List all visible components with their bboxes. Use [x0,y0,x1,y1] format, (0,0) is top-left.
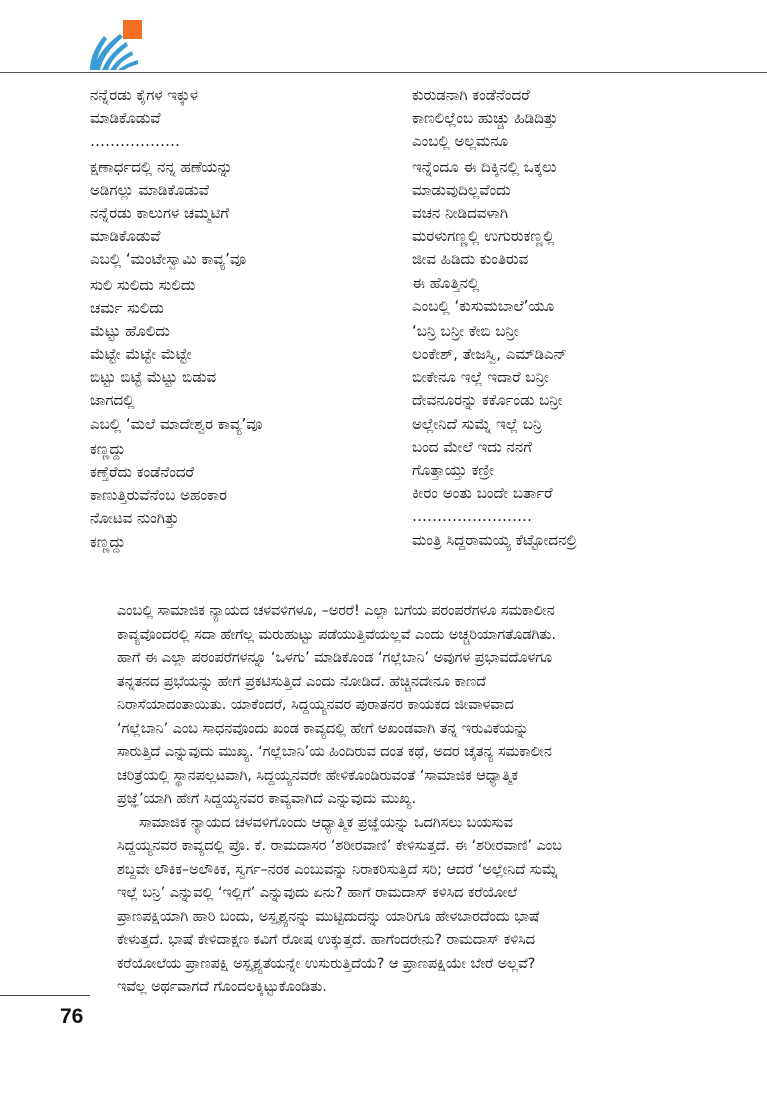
poem-line: ನೋಟವ ನುಂಗಿತ್ತು [90,509,179,528]
poem-line: ಈ ಹೊತ್ತಿನಲ್ಲಿ [412,273,480,292]
poem-line: ಎಂಬಲ್ಲಿ ‘ಕುಸುಮಬಾಲೆ’ಯೂ [412,296,555,315]
poem-line: ಬೀಕೇನೂ ಇಲ್ಲೆ ಇದಾರೆ ಬನ್ರೀ [412,368,549,387]
prose-line: ಚರಿತ್ರೆಯಲ್ಲಿ ಸ್ಥಾನಪಲ್ಲಟವಾಗಿ, ಸಿದ್ದಯ್ಯನವರೇ ಹೇಳಿಕೊಂಡಿರುವಂತೆ ‘ಸಾಮಾಜಿಕ ಆಧ್ಯಾತ್ಮಿಕ [117,767,518,784]
poem-line: ಕಾಣುತ್ತಿರುವೆನೆಂಬ ಅಹಂಕಾರ [90,486,228,505]
prose-line: ‘ಗಲ್ಲೆಬಾನಿ’ ಎಂಬ ಸಾಧನವೊಂದು ಖಂಡ ಕಾವ್ಯದಲ್ಲಿ ಹೇಗೆ ಅಖಂಡವಾಗಿ ತನ್ನ ಇರುವಿಕೆಯನ್ನು [117,720,529,737]
poem-line: ಬಿಟ್ಟು ಬಿಟ್ಟೆ ಮೆಟ್ಟು ಬಿಡುವ [90,368,217,387]
poem-line: ಜಾಗದಲ್ಲಿ [90,391,135,410]
poem-line: ಕಣ್ತೆರೆದು ಕಂಡೆನೆಂದರೆ [90,463,195,481]
poem-line: ಮೆಟ್ಟೇ ಮೆಟ್ಟೇ ಮೆಟ್ಟೇ [90,345,192,364]
page-number: 76 [60,1005,84,1028]
prose-line: ತನ್ನತನದ ಪ್ರಭೆಯನ್ನು ಹೇಗೆ ಪ್ರಕಟಿಸುತ್ತಿದೆ ಎಂದು ನೋಡಿದೆ. ಹೆಚ್ಚಿನದೇನೂ ಕಾಣದೆ [117,673,486,690]
poem-line: ನನ್ನೆರಡು ಕಾಲುಗಳ ಚಮ್ಮಟಿಗೆ [90,203,229,222]
poem-line: ಇನ್ನೆಂದೂ ಈ ದಿಕ್ಕಿನಲ್ಲಿ ಒಕ್ಕಲು [412,157,557,176]
prose-line: ಪ್ರಜ್ಞೆ’ಯಾಗಿ ಹೇಗೆ ಸಿದ್ದಯ್ಯನವರ ಕಾವ್ಯವಾಗಿದೆ ಎನ್ನುವುದು ಮುಖ್ಯ. [117,791,417,807]
poem-line: ಚರ್ಮ ಸುಲಿದು [90,298,164,317]
poem-line: ಮೆಟ್ಟು ಹೊಲಿದು [90,321,170,340]
poem-line: ಮಾಡಿಕೊಡುವೆ [90,109,161,128]
prose-line: ಕಾವ್ಯವೊಂದರಲ್ಲಿ ಸದಾ ಹೇಗೆಲ್ಲ ಮರುಹುಟ್ಟು ಪಡೆಯುತ್ತಿವೆಯಲ್ಲವೆ ಎಂದು ಅಚ್ಚರಿಯಾಗತೊಡಗಿತು. [117,626,556,643]
poem-line: ಅಡಿಗಲ್ಲು ಮಾಡಿಕೊಡುವೆ [90,180,209,199]
poem-column-right [412,84,577,552]
poem-line: ಮಂತ್ರಿ ಸಿದ್ದರಾಮಯ್ಯ ಕೆಟ್ಟೋದನಲ್ರಿ [412,530,577,549]
poem-line: …………………… [412,507,532,526]
header-rule [0,72,767,73]
poem-line: ಕಣ್ಣದ್ದು [90,439,126,458]
prose-line: ಪ್ರಾಣಪಕ್ಷಿಯಾಗಿ ಹಾರಿ ಬಂದು, ಅಸ್ಪೃಶ್ಯನನ್ನು ಮುಟ್ಟಿದುದನ್ನು ಯಾರಿಗೂ ಹೇಳಬಾರದೆಂದು ಭಾಷೆ [117,908,540,925]
poem-line: ದೇವನೂರನ್ನು ಕರ್ಕೊಂಡು ಬನ್ರೀ [412,391,563,410]
prose-line: ನಿರಾಸೆಯಾದಂತಾಯಿತು. ಯಾಕೆಂದರೆ, ಸಿದ್ದಯ್ಯನವರ ಪುರಾತನರ ಕಾಯಕದ ಜೀವಾಳವಾದ [117,697,514,713]
poem-line: ಎಬಲ್ಲಿ ‘ಮಲೆ ಮಾದೇಶ್ವರ ಕಾವ್ಯ’ವೂ [90,414,263,433]
poem-line: ವಚನ ನೀಡಿದವಳಾಗಿ [412,203,509,222]
poem-line: ಜೀವ ಹಿಡಿದು ಕುಂತಿರುವ [412,250,529,269]
prose-line: ಕರೆಯೋಲೆಯ ಪ್ರಾಣಪಕ್ಷಿ ಅಸ್ಪೃಶ್ಯತೆಯನ್ನೇ ಉಸುರುತ್ತಿದೆಯೆ? ಆ ಪ್ರಾಣಪಕ್ಷಿಯೇ ಬೇರೆ ಅಲ್ಲವೆ? [117,955,536,972]
poem-line: ಬಂದ ಮೇಲೆ ಇದು ನನಗೆ [412,437,532,456]
poem-line: ……………… [90,132,180,151]
prose-line: ಹಾಗೆ ಈ ಎಲ್ಲಾ ಪರಂಪರೆಗಳನ್ನೂ ‘ಒಳಗು’ ಮಾಡಿಕೊಂಡ ‘ಗಲ್ಲೆಬಾನಿ’ ಅವುಗಳ ಪ್ರಭಾವದೊಳಗೂ [117,650,553,666]
poem-line: ಕುರುಡನಾಗಿ ಕಂಡೆನೆಂದರೆ [412,86,530,104]
poem-line: ಕೀರಂ ಅಂತು ಬಂದೇ ಬರ್ತಾರೆ [412,484,553,503]
poem-line: ಲಂಕೇಶ್, ತೇಜಸ್ವಿ, ಎಮ್‌ಡಿಎನ್ [412,345,567,364]
prose-line: ಕೇಳುತ್ತದೆ. ಭಾಷೆ ಕೇಳಿದಾಕ್ಷಣ ಕವಿಗೆ ರೋಷ ಉಕ್ಕುತ್ತದೆ. ಹಾಗೆಂದರೇನು? ರಾಮದಾಸ್ ಕಳಿಸಿದ [117,932,535,948]
poem-line: ಎಬಲ್ಲಿ ‘ಮಂಟೇಸ್ವಾಮಿ ಕಾವ್ಯ’ವೂ [90,250,247,269]
poem-line: ಸುಲಿ ಸುಲಿದು ಸುಲಿದು [90,275,196,294]
poem-line: ಮಾಡಿಕೊಡುವೆ [90,227,161,246]
prose-line: ಎಂಬಲ್ಲಿ ಸಾಮಾಜಿಕ ನ್ಯಾಯದ ಚಳವಳಿಗಳೂ, –ಅರರೆ! ಎಲ್ಲಾ ಬಗೆಯ ಪರಂಪರೆಗಳೂ ಸಮಕಾಲೀನ [117,603,555,619]
poem-line: ಕ್ಷಣಾರ್ಧದಲ್ಲಿ ನನ್ನ ಹಣೆಯನ್ನು [90,157,233,176]
poem-line: ಗೊತ್ತಾಯ್ತು ಕಣ್ರೀ [412,461,495,479]
poem-line: ‘ಬನ್ರಿ ಬನ್ರೀ ಕೇಬಿ ಬನ್ರೀ [412,321,519,340]
prose-paragraphs [117,600,737,1000]
poem-line: ನನ್ನೆರಡು ಕೈಗಳ ಇಕ್ಕುಳ [90,86,199,104]
prose-line: ಸಾರುತ್ತಿದೆ ಎನ್ನುವುದು ಮುಖ್ಯ. ‘ಗಲ್ಲೆಬಾನಿ’ಯ ಹಿಂದಿರುವ ದಂತ ಕಥೆ, ಅದರ ಚೈತನ್ಯ ಸಮಕಾಲೀನ [117,744,552,760]
poem-line: ಮರಳುಗಣ್ಣಲ್ಲಿ ಉಗುರುಕಣ್ಣಲ್ಲಿ [412,227,555,246]
publisher-logo-icon [90,20,142,70]
prose-line: ಶಬ್ದವೇ ಲೌಕಿಕ–ಅಲೌಕಿಕ, ಸ್ವರ್ಗ–ನರಕ ಎಂಬುವನ್ನು ನಿರಾಕರಿಸುತ್ತಿದೆ ಸರಿ; ಆದರೆ ‘ಅಲ್ಲೇನಿದೆ ಸುಮ್ನೆ [117,861,558,878]
poem-line: ಅಲ್ಲೇನಿದೆ ಸುಮ್ನೆ ಇಲ್ಲೆ ಬನ್ರಿ [412,414,542,433]
poem-line: ಎಂಬಲ್ಲಿ ಅಲ್ಲಮನೂ [412,132,509,151]
poem-line: ಕಣ್ಣದ್ದು [90,532,126,551]
poem-line: ಕಾಣಲಿಲ್ಲೆಂಬ ಹುಚ್ಚು ಹಿಡಿದಿತ್ತು [412,109,558,128]
prose-line: ಇಲ್ಲೆ ಬನ್ರಿ’ ಎನ್ನುವಲ್ಲಿ ‘ಇಲ್ಲಿಗೆ’ ಎನ್ನುವುದು ಏನು? ಹಾಗೆ ರಾಮದಾಸ್ ಕಳಿಸಿದ ಕರೆಯೋಲೆ [117,885,518,901]
poem-column-left [90,84,262,554]
footer-rule [0,995,90,996]
prose-line: ಸಾಮಾಜಿಕ ನ್ಯಾಯದ ಚಳವಳಿಗೊಂದು ಆಧ್ಯಾತ್ಮಿಕ ಪ್ರಜ್ಞೆಯನ್ನು ಒದಗಿಸಲು ಬಯಸುವ [139,814,513,831]
prose-line: ಇವೆಲ್ಲ ಅರ್ಥವಾಗದೆ ಗೊಂದಲಕ್ಕಿಟ್ಟುಕೊಂಡಿತು. [117,979,327,995]
prose-line: ಸಿದ್ದಯ್ಯನವರ ಕಾವ್ಯದಲ್ಲಿ ಪ್ರೊ. ಕೆ. ರಾಮದಾಸರ ‘ಶರೀರವಾಣಿ’ ಕೇಳಿಸುತ್ತದೆ. ಈ ‘ಶರೀರವಾಣಿ’ ಎಂಬ [117,838,562,854]
poem-line: ಮಾಡುವುದಿಲ್ಲವೆಂದು [412,180,511,199]
